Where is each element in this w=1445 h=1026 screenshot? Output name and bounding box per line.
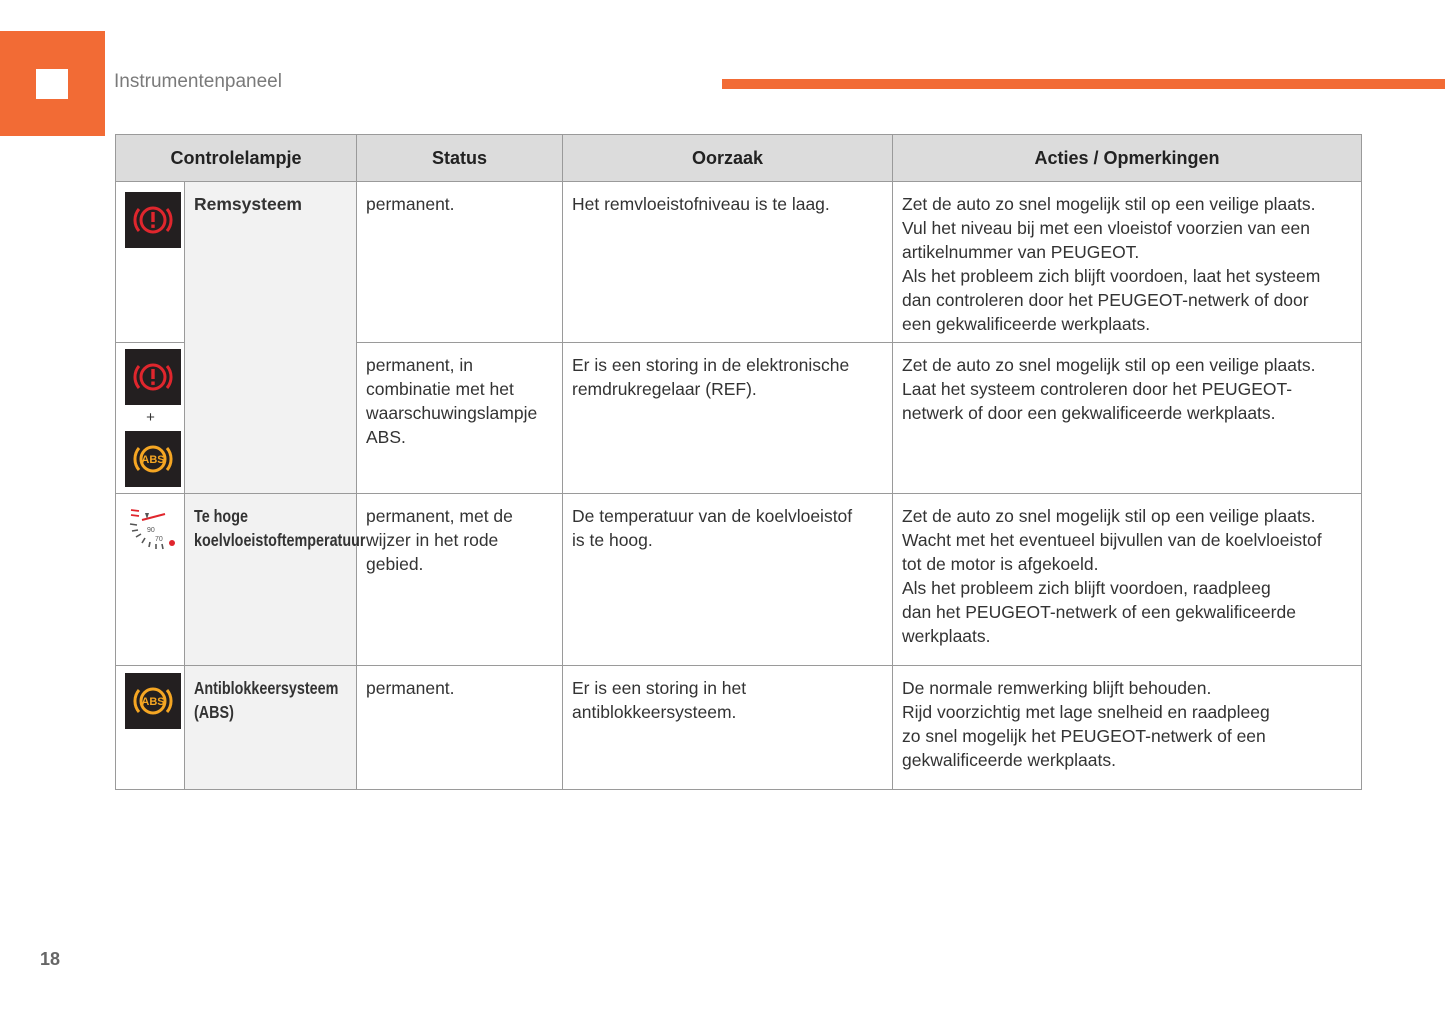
lamp-name-coolant-temperature [185,494,366,666]
action-line: Rijd voorzichtig met lage snelheid en raadpleeg [902,702,1270,722]
header-lamp: Controlelampje [116,135,357,182]
header-cause: Oorzaak [563,135,893,182]
status-line: permanent, met de [366,506,513,526]
status-line: waarschuwingslampje [366,403,538,423]
status-line: gebied. [366,554,424,574]
action-line: Wacht met het eventueel bijvullen van de koelvloeistof [902,530,1322,550]
lamp-name-line: Te hoge [194,506,248,526]
actions-cell [893,343,1362,494]
chapter-tab [0,31,105,136]
action-line: zo snel mogelijk het PEUGEOT-netwerk of een [902,726,1266,746]
action-line: Vul het niveau bij met een vloeistof voorzien van een [902,218,1310,238]
table-row [116,494,1362,666]
abs-icon-label: ABS [141,454,165,466]
cause-line: is te hoog. [572,530,653,550]
brake-warning-icon [125,192,181,248]
chapter-tab-square [36,69,68,99]
status-cell [357,494,563,666]
action-line: Als het probleem zich blijft voordoen, raadpleeg [902,578,1271,598]
lamp-icon-cell [116,666,185,790]
action-line: werkplaats. [902,626,991,646]
abs-icon-label: ABS [141,696,165,708]
action-line: Zet de auto zo snel mogelijk stil op een veilige plaats. [902,506,1316,526]
header-accent-bar [722,79,1445,89]
action-line: dan controleren door het PEUGEOT-netwerk of door [902,290,1309,310]
lamp-name-line: (ABS) [194,702,234,722]
status-text: permanent. [366,678,455,698]
lamp-name-abs [185,666,357,790]
lamp-name-line: koelvloeistoftemperatuur [194,530,366,550]
header-actions: Acties / Opmerkingen [893,135,1362,182]
cause-cell [563,666,893,790]
action-line: gekwalificeerde werkplaats. [902,750,1116,770]
status-text: permanent. [366,194,455,214]
lamp-name-brake-system [185,182,357,494]
status-line: wijzer in het rode [366,530,499,550]
lamp-name: Remsysteem [194,194,302,214]
actions-cell [893,182,1362,343]
cause-line: Er is een storing in het [572,678,747,698]
status-line: combinatie met het [366,379,514,399]
action-line: Zet de auto zo snel mogelijk stil op een veilige plaats. [902,355,1316,375]
action-line: tot de motor is afgekoeld. [902,554,1099,574]
cause-cell [563,182,893,343]
table-row [116,666,1362,790]
actions-cell [893,494,1362,666]
gauge-label: 90 [147,527,155,534]
action-line: dan het PEUGEOT-netwerk of een gekwalificeerde [902,602,1296,622]
status-cell [357,666,563,790]
action-line: artikelnummer van PEUGEOT. [902,242,1140,262]
section-title: Instrumentenpaneel [114,71,282,92]
plus-sign: + [146,409,155,426]
lamp-icon-cell [116,343,185,494]
page-number: 18 [40,949,61,969]
brake-warning-icon [125,349,181,405]
cause-line: antiblokkeersysteem. [572,702,737,722]
abs-warning-icon [125,431,181,487]
action-line: De normale remwerking blijft behouden. [902,678,1212,698]
lamp-icon-cell [116,494,185,666]
warning-lamp-table [115,134,1362,790]
status-cell [357,182,563,343]
coolant-temperature-gauge-icon [125,506,181,562]
lamp-name-line: Antiblokkeersysteem [194,678,339,698]
cause-line: De temperatuur van de koelvloeistof [572,506,853,526]
action-line: netwerk of door een gekwalificeerde werkplaats. [902,403,1276,423]
status-line: permanent, in [366,355,474,375]
table-header-row [116,135,1362,182]
action-line: Zet de auto zo snel mogelijk stil op een veilige plaats. [902,194,1316,214]
abs-warning-icon [125,673,181,729]
cause-line: remdrukregelaar (REF). [572,379,757,399]
lamp-icon-cell [116,182,185,343]
gauge-label: 70 [155,536,163,543]
action-line: Laat het systeem controleren door het PEUGEOT- [902,379,1293,399]
table-row [116,182,1362,343]
status-line: ABS. [366,427,406,447]
cause-text: Het remvloeistofniveau is te laag. [572,194,830,214]
cause-cell [563,494,893,666]
actions-cell [893,666,1362,790]
cause-cell [563,343,893,494]
action-line: Als het probleem zich blijft voordoen, laat het systeem [902,266,1321,286]
status-cell [357,343,563,494]
cause-line: Er is een storing in de elektronische [572,355,850,375]
header-status: Status [357,135,563,182]
action-line: een gekwalificeerde werkplaats. [902,314,1151,334]
